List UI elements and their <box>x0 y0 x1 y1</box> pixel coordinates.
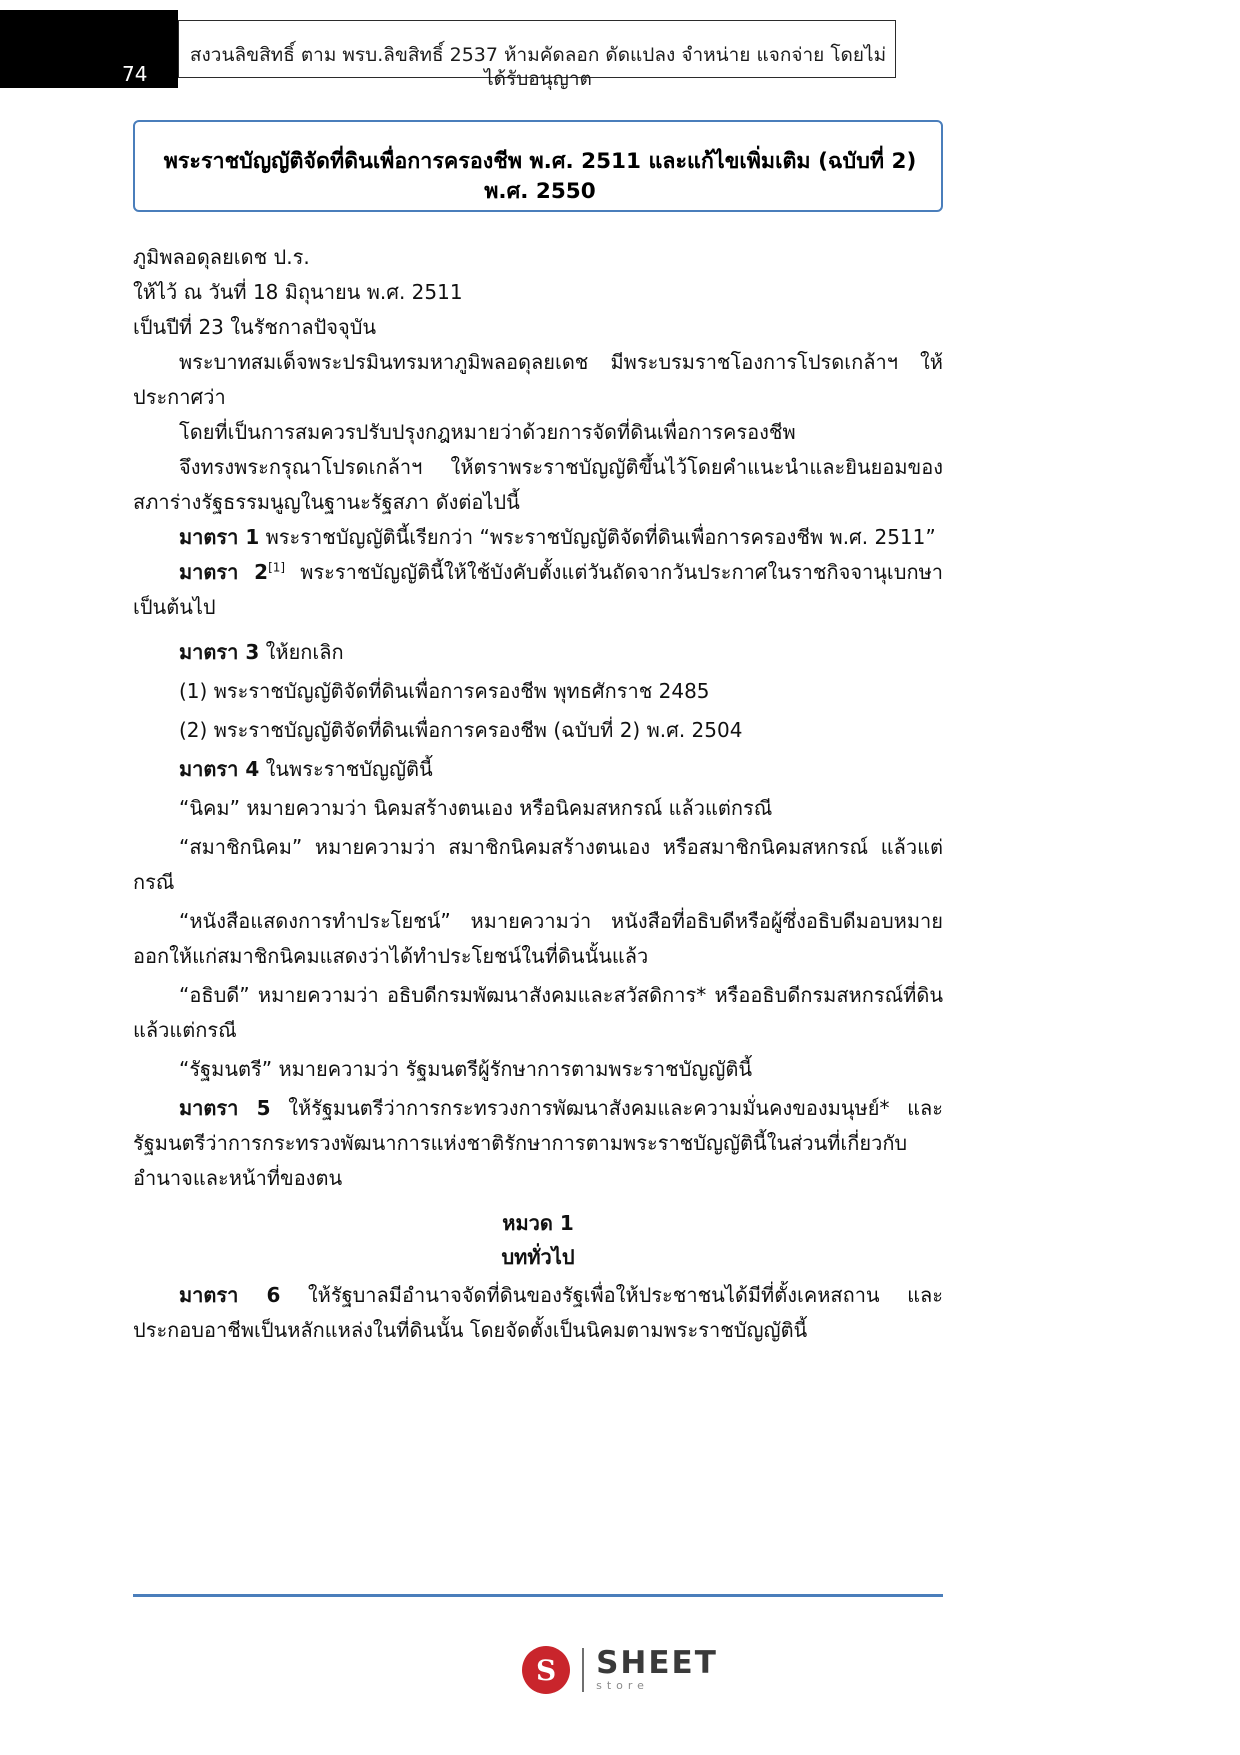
section-3-label: มาตรา 3 <box>179 640 260 664</box>
logo-word: SHEET <box>596 1645 718 1681</box>
document-body <box>133 240 943 1348</box>
logo-divider <box>582 1648 584 1692</box>
logo-subtitle: store <box>596 1679 649 1692</box>
section-6 <box>133 1278 943 1348</box>
preamble-line-1: ภูมิพลอดุลยเดช ป.ร. <box>133 245 310 269</box>
page-header <box>0 10 1240 88</box>
chapter-number: หมวด 1 <box>502 1211 574 1235</box>
section-5 <box>133 1091 943 1196</box>
logo-wordmark <box>596 1647 718 1693</box>
definition-athibodi: “อธิบดี” หมายความว่า อธิบดีกรมพัฒนาสังคมและสวัสดิการ* หรืออธิบดีกรมสหกรณ์ที่ดิน แล้วแต่กรณี <box>133 983 943 1042</box>
footnote-marker-1[interactable]: [1] <box>268 560 286 575</box>
preamble-paragraph-3: จึงทรงพระกรุณาโปรดเกล้าฯ ให้ตราพระราชบัญญัติขึ้นไว้โดยคำแนะนำและยินยอมของสภาร่างรัฐธรรมนูญในฐานะรัฐสภา ดังต่อไปนี้ <box>133 455 943 514</box>
footer-divider <box>133 1594 943 1597</box>
sheet-store-logo-icon: S <box>522 1646 570 1694</box>
section-6-label: มาตรา 6 <box>179 1283 281 1307</box>
definition-samachik-nikhom: “สมาชิกนิคม” หมายความว่า สมาชิกนิคมสร้างตนเอง หรือสมาชิกนิคมสหกรณ์ แล้วแต่กรณี <box>133 835 943 894</box>
copyright-notice-text: สงวนลิขสิทธิ์ ตาม พรบ.ลิขสิทธิ์ 2537 ห้ามคัดลอก ดัดแปลง จำหน่าย แจกจ่าย โดยไม่ได้รับอนุญาต <box>189 44 887 90</box>
definition-nangsue-sadaeng: “หนังสือแสดงการทำประโยชน์” หมายความว่า หนังสือที่อธิบดีหรือผู้ซึ่งอธิบดีมอบหมาย ออกให้แก่สมาชิกนิคมแสดงว่าได้ทำประโยชน์ในที่ดินนั้นแล้ว <box>133 909 943 968</box>
section-3 <box>133 635 943 670</box>
preamble-line-3: เป็นปีที่ 23 ในรัชกาลปัจจุบัน <box>133 315 377 339</box>
repeal-item-1: (1) พระราชบัญญัติจัดที่ดินเพื่อการครองชีพ พุทธศักราช 2485 <box>179 679 710 703</box>
section-1-label: มาตรา 1 <box>179 525 260 549</box>
repeal-item-2: (2) พระราชบัญญัติจัดที่ดินเพื่อการครองชีพ (ฉบับที่ 2) พ.ศ. 2504 <box>179 718 743 742</box>
section-2-label: มาตรา 2 <box>179 560 269 584</box>
footer-logo <box>0 1630 1240 1710</box>
chapter-name: บททั่วไป <box>501 1245 575 1269</box>
preamble-paragraph-1: พระบาทสมเด็จพระปรมินทรมหาภูมิพลอดุลยเดช มีพระบรมราชโองการโปรดเกล้าฯ ให้ประกาศว่า <box>133 350 943 409</box>
section-4-text: ในพระราชบัญญัตินี้ <box>259 757 433 781</box>
document-title-box <box>133 120 943 212</box>
section-1 <box>133 520 943 555</box>
definition-nikhom: “นิคม” หมายความว่า นิคมสร้างตนเอง หรือนิคมสหกรณ์ แล้วแต่กรณี <box>179 796 773 820</box>
copyright-notice-box <box>178 20 896 90</box>
section-6-text: ให้รัฐบาลมีอำนาจจัดที่ดินของรัฐเพื่อให้ประชาชนได้มีที่ตั้งเคหสถาน และประกอบอาชีพเป็นหลักแหล่งในที่ดินนั้น โดยจัดตั้งเป็นนิคมตามพระราชบัญญัตินี้ <box>133 1283 943 1342</box>
section-1-text: พระราชบัญญัตินี้เรียกว่า “พระราชบัญญัติจัดที่ดินเพื่อการครองชีพ พ.ศ. 2511” <box>259 525 936 549</box>
section-5-label: มาตรา 5 <box>179 1096 271 1120</box>
section-4-label: มาตรา 4 <box>179 757 260 781</box>
definition-ratthamontri: “รัฐมนตรี” หมายความว่า รัฐมนตรีผู้รักษาการตามพระราชบัญญัตินี้ <box>179 1057 753 1081</box>
section-2 <box>133 555 943 625</box>
section-2-text: พระราชบัญญัตินี้ให้ใช้บังคับตั้งแต่วันถัดจากวันประกาศในราชกิจจานุเบกษาเป็นต้นไป <box>133 560 943 619</box>
section-5-text: ให้รัฐมนตรีว่าการกระทรวงการพัฒนาสังคมและความมั่นคงของมนุษย์* และรัฐมนตรีว่าการกระทรวงพัฒนาการแห่งชาติรักษาการตามพระราชบัญญัตินี้ในส่วนที่เกี่ยวกับอำนาจและหน้าที่ของตน <box>133 1096 943 1190</box>
page-title: พระราชบัญญัติจัดที่ดินเพื่อการครองชีพ พ.ศ. 2511 และแก้ไขเพิ่มเติม (ฉบับที่ 2) พ.ศ. 2550 <box>163 149 917 204</box>
section-4 <box>133 752 943 787</box>
section-3-text: ให้ยกเลิก <box>259 640 344 664</box>
preamble-line-2: ให้ไว้ ณ วันที่ 18 มิถุนายน พ.ศ. 2511 <box>133 280 463 304</box>
preamble-paragraph-2: โดยที่เป็นการสมควรปรับปรุงกฎหมายว่าด้วยการจัดที่ดินเพื่อการครองชีพ <box>179 420 796 444</box>
page-number-bar <box>0 10 178 88</box>
page-number: 74 <box>122 62 148 86</box>
